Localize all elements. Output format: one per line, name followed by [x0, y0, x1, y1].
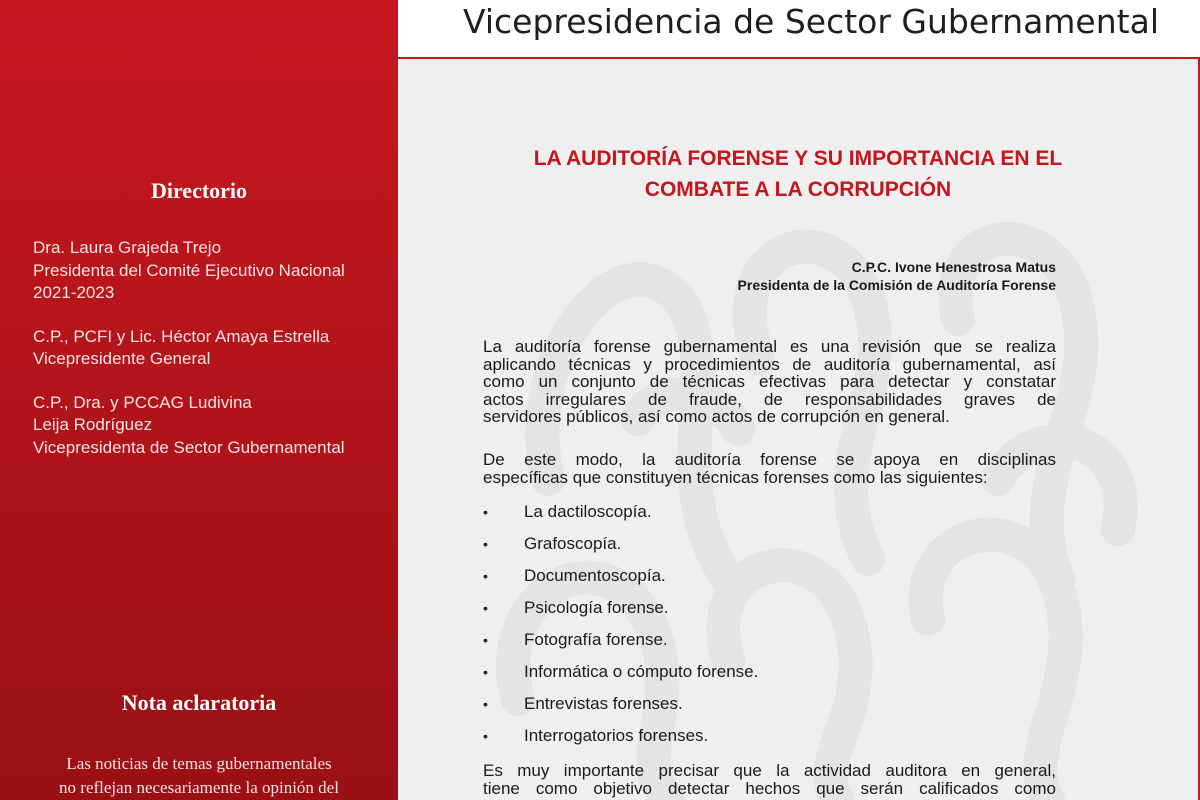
bullet-icon: • — [483, 568, 488, 584]
nota-line: no reflejan necesariamente la opinión del — [59, 778, 339, 797]
forensic-techniques-list — [483, 502, 1056, 758]
nota-line: Las noticias de temas gubernamentales — [66, 754, 332, 773]
title-line: COMBATE A LA CORRUPCIÓN — [644, 178, 952, 201]
directory-entry — [33, 392, 393, 460]
bullet-icon: • — [483, 600, 488, 616]
list-item — [483, 662, 1056, 694]
header-title: Vicepresidencia de Sector Gubernamental — [463, 2, 1159, 41]
bullet-icon: • — [483, 632, 488, 648]
directory-line: 2021-2023 — [33, 283, 115, 302]
directory-list — [33, 237, 393, 480]
directory-line: Leija Rodríguez — [33, 415, 153, 434]
list-item — [483, 534, 1056, 566]
author-name: C.P.C. Ivone Henestrosa Matus — [851, 259, 1056, 275]
header-band — [398, 0, 1200, 59]
bullet-icon: • — [483, 504, 488, 520]
paragraph-line: servidores públicos, así como actos de corrupción en general. — [483, 407, 950, 427]
list-item — [483, 630, 1056, 662]
paragraph-line: De este modo, la auditoría forense se apoya en disciplinas — [483, 450, 1056, 469]
list-item — [483, 598, 1056, 630]
list-item — [483, 566, 1056, 598]
list-item — [483, 502, 1056, 534]
paragraph-line: Es muy importante precisar que la actividad auditora en general, — [483, 761, 1056, 780]
article-panel — [398, 59, 1200, 800]
paragraph-line: específicas que constituyen técnicas forenses como las siguientes: — [483, 467, 988, 487]
directory-line: Dra. Laura Grajeda Trejo — [33, 238, 222, 257]
directory-line: Vicepresidente General — [33, 349, 211, 368]
list-item-text: Entrevistas forenses. — [524, 694, 683, 713]
paragraph-1 — [483, 338, 1056, 426]
bullet-icon: • — [483, 536, 488, 552]
list-item-text: Grafoscopía. — [524, 534, 622, 553]
directory-line: Presidenta del Comité Ejecutivo Nacional — [33, 260, 345, 280]
sidebar — [0, 0, 398, 800]
list-item-text: Informática o cómputo forense. — [524, 662, 759, 681]
list-item-text: Fotografía forense. — [524, 630, 668, 649]
list-item-text: Psicología forense. — [524, 598, 669, 617]
paragraph-3 — [483, 762, 1056, 797]
directory-line: C.P., PCFI y Lic. Héctor Amaya Estrella — [33, 326, 330, 346]
author-block — [558, 258, 1056, 294]
paragraph-line: como un conjunto de técnicas efectivas para detectar y constatar — [483, 372, 1056, 392]
list-item — [483, 694, 1056, 726]
directorio-heading: Directorio — [150, 178, 248, 203]
bullet-icon: • — [483, 728, 488, 744]
list-item-text: Interrogatorios forenses. — [524, 726, 709, 745]
list-item-text: Documentoscopía. — [524, 566, 666, 585]
paragraph-line: tiene como objetivo detectar hechos que serán calificados como — [483, 778, 1056, 798]
article-title — [438, 143, 1158, 205]
directory-entry — [33, 237, 393, 305]
paragraph-line: aplicando técnicas y procedimientos de auditoría gubernamental, así — [483, 354, 1056, 374]
bullet-icon: • — [483, 664, 488, 680]
author-role: Presidenta de la Comisión de Auditoría Forense — [737, 277, 1056, 293]
bullet-icon: • — [483, 696, 488, 712]
nota-heading: Nota aclaratoria — [121, 690, 277, 715]
list-item — [483, 726, 1056, 758]
nota-text — [20, 752, 378, 800]
paragraph-line: actos irregulares de fraude, de responsabilidades graves de — [483, 389, 1056, 409]
directory-entry — [33, 326, 393, 371]
title-line: LA AUDITORÍA FORENSE Y SU IMPORTANCIA EN EL — [533, 147, 1063, 170]
paragraph-line: La auditoría forense gubernamental es una revisión que se realiza — [483, 337, 1056, 356]
list-item-text: La dactiloscopía. — [524, 502, 652, 521]
directory-line: Vicepresidenta de Sector Gubernamental — [33, 437, 345, 457]
paragraph-2 — [483, 451, 1056, 486]
directory-line: C.P., Dra. y PCCAG Ludivina — [33, 392, 252, 412]
